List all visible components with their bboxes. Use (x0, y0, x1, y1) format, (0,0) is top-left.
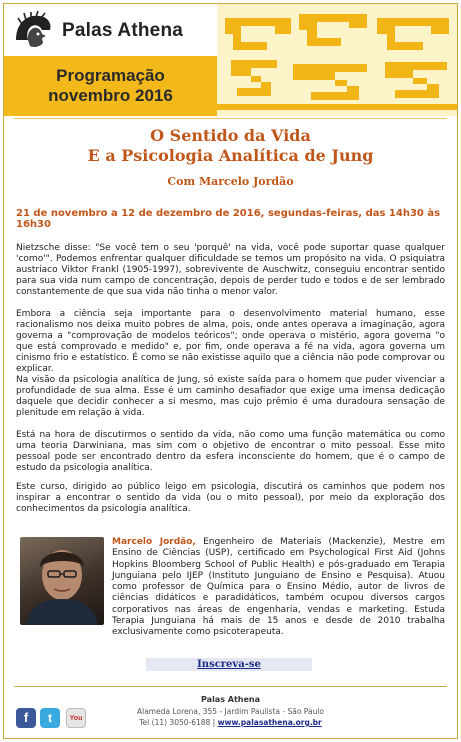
footer-contact (0, 718, 461, 727)
greek-pattern-decoration (217, 4, 457, 116)
bottom-divider (14, 686, 447, 687)
paragraph-2: Embora a ciência seja importante para o desenvolvimento material humano, esse racionalismo nos deixa muito pobres de alma, pois, onde antes operava a imaginação, agora governa a "comprovação de modelos teóricos"; onde operava o mistério, agora governa "o que está comprovado e medido" e, por fim, onde operava a fé na vida, agora governa um cinismo frio e estatístico. É como se não existisse aquilo que a ciência não pode comprovar ou explicar. (16, 309, 445, 374)
top-divider (14, 118, 447, 119)
paragraph-5: Este curso, dirigido ao público leigo em psicologia, discutirá os caminhos que podem nos inspirar a encontrar o sentido da vida (ou o mito pessoal), por meio da exploração dos conhecimentos da psicologia analítica. (16, 482, 445, 514)
logo[interactable] (4, 4, 217, 56)
presenter-bio (112, 537, 445, 639)
presenter-portrait-icon (20, 537, 104, 625)
event-title-line1: O Sentido da Vida (150, 126, 311, 145)
register-link[interactable]: Inscreva-se (146, 658, 312, 671)
presenter-name: Marcelo Jordão, (112, 537, 196, 547)
athena-helmet-icon (12, 10, 54, 52)
footer-website-link[interactable]: www.palasathena.org.br (217, 718, 322, 727)
event-title-line2: E a Psicologia Analítica de Jung (87, 146, 374, 165)
paragraph-1: Nietzsche disse: "Se você tem o seu 'porquê' na vida, você pode suportar quase qualquer 'como'". Podemos enfrentar qualquer dificuldade se temos um propósito na vida. O psiquiatra austríaco Viktor Frankl (1905-1997), sobrevivente de Auschwitz, conseguiu encontrar sentido para sua vida num campo de concentração, depois de perder tudo e todos e de ser lembrado constantemente de que sua vida não tinha o menor valor. (16, 243, 445, 297)
logo-text: Palas Athena (62, 20, 184, 41)
footer-phone: Tel (11) 3050-6188 | (139, 718, 216, 727)
presenter-bio-text: Engenheiro de Materiais (Mackenzie), Mestre em Ensino de Ciências (USP), certificado em Psychological First Aid (Johns Hopkins Bloomberg School of Public Health) e pós-graduado em Terapia Junguiana pelo IJEP (Instituto Junguiano de Ensino e Pesquisa). Atuou como professor de Química para o Ensino Médio, autor de livros de ciências didáticos e paradidáticos, também ocupou diversos cargos corporativos nas áreas de engenharia, vendas e marketing. Estuda Terapia Junguiana há mais de 15 anos e desde de 2010 trabalha exclusivamente como psicoterapeuta. (112, 537, 445, 638)
programacao-banner (4, 56, 217, 116)
footer-address: Alameda Lorena, 355 - Jardim Paulista - São Paulo (137, 707, 324, 716)
event-date: 21 de novembro a 12 de dezembro de 2016, segundas-feiras, das 14h30 às 16h30 (16, 208, 441, 230)
programacao-line1: Programação (56, 66, 165, 85)
event-presenter: Com Marcelo Jordão (167, 175, 294, 188)
twitter-icon[interactable]: t (40, 708, 60, 728)
youtube-icon[interactable]: You (66, 708, 86, 728)
facebook-icon[interactable]: f (16, 708, 36, 728)
header (4, 4, 457, 116)
paragraph-3: Na visão da psicologia analítica de Jung, só existe saída para o homem que puder vivenciar a profundidade de sua alma. Esse é um caminho desafiador que exige uma imensa dedicação daquele que decidir conhecer a si mesmo, mas cujo prêmio é uma duradoura sensação de plenitude em relação à vida. (16, 375, 445, 418)
programacao-title (4, 66, 217, 106)
presenter-photo (20, 537, 104, 625)
footer-name: Palas Athena (201, 695, 260, 704)
programacao-line2: novembro 2016 (48, 86, 173, 105)
paragraph-4: Está na hora de discutirmos o sentido da vida, não como uma função matemática ou como uma teoria Darwiniana, mas sim com o objetivo de encontrar o mito pessoal. Esse mito pessoal pode ser encontrado dentro da esfera inconsciente do homem, que é o campo de estudo da psicologia analítica. (16, 430, 445, 473)
